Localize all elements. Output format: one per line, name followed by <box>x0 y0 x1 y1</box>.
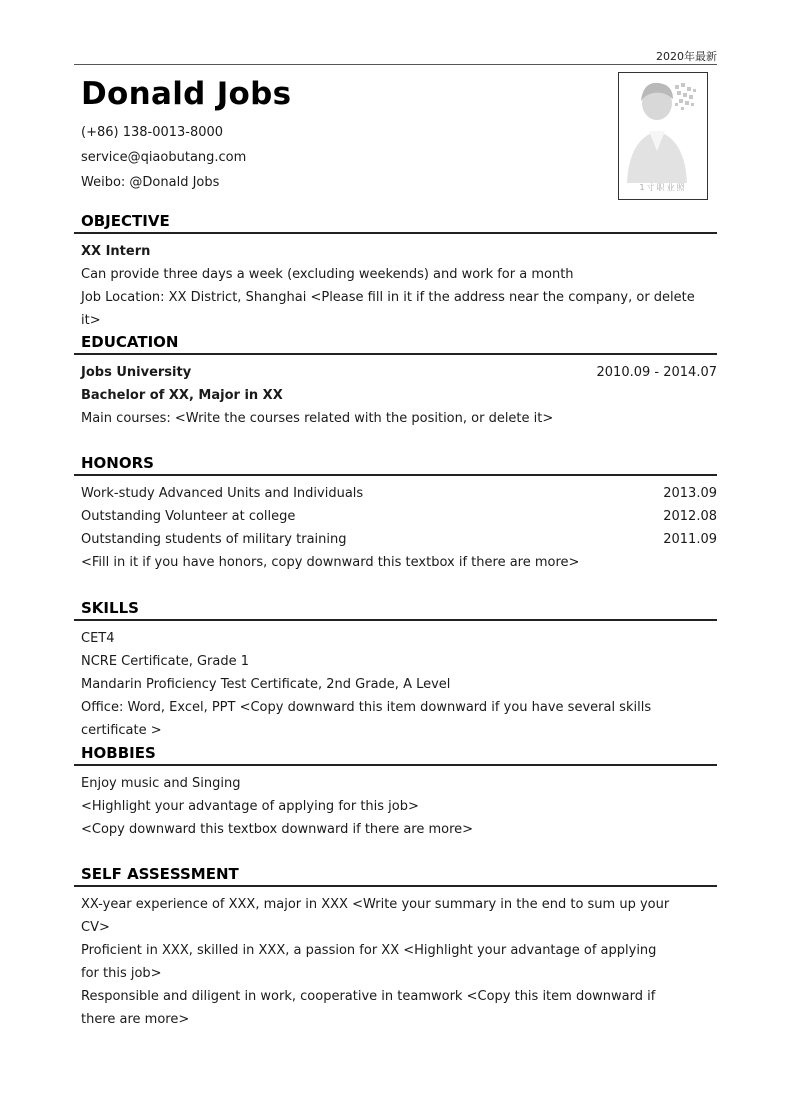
hobbies-section <box>74 742 717 841</box>
section-title: HONORS <box>74 452 717 476</box>
list-item: CET4 <box>81 631 115 646</box>
honors-note: <Fill in it if you have honors, copy downward this textbox if there are more> <box>81 555 580 570</box>
honor-date: 2011.09 <box>663 532 717 547</box>
honor-name: Outstanding Volunteer at college <box>81 509 296 524</box>
header-divider <box>74 64 717 65</box>
education-section <box>74 331 717 430</box>
list-item: Enjoy music and Singing <box>81 776 241 791</box>
degree: Bachelor of XX, Major in XX <box>81 388 283 403</box>
section-title: SELF ASSESSMENT <box>74 863 717 887</box>
section-title: EDUCATION <box>74 331 717 355</box>
list-item: Mandarin Proficiency Test Certificate, 2nd Grade, A Level <box>81 677 451 692</box>
weibo-handle: Weibo: @Donald Jobs <box>81 175 220 190</box>
section-title: OBJECTIVE <box>74 210 717 234</box>
objective-section <box>74 210 717 332</box>
honor-date: 2013.09 <box>663 486 717 501</box>
honor-name: Work-study Advanced Units and Individuals <box>81 486 364 501</box>
school-name: Jobs University <box>81 365 192 380</box>
email-address: service@qiaobutang.com <box>81 150 247 165</box>
version-label: 2020年最新 <box>656 50 717 63</box>
objective-location: Job Location: XX District, Shanghai <Please fill in it if the address near the company, or delete it> <box>81 290 695 328</box>
photo-caption: 1寸职业照 <box>639 183 687 192</box>
section-title: HOBBIES <box>74 742 717 766</box>
person-silhouette-icon <box>619 73 707 199</box>
honor-date: 2012.08 <box>663 509 717 524</box>
skills-section <box>74 597 717 742</box>
list-item: <Highlight your advantage of applying for this job> <box>81 799 419 814</box>
main-courses: Main courses: <Write the courses related with the position, or delete it> <box>81 411 554 426</box>
profile-photo <box>618 72 708 200</box>
candidate-name: Donald Jobs <box>81 76 292 112</box>
list-item: NCRE Certificate, Grade 1 <box>81 654 250 669</box>
contact-block <box>81 124 246 199</box>
honors-section <box>74 452 717 574</box>
list-item <box>81 528 717 551</box>
list-item: XX-year experience of XXX, major in XXX <Write your summary in the end to sum up your CV> <box>81 897 670 935</box>
list-item: Responsible and diligent in work, cooperative in teamwork <Copy this item downward if there are more> <box>81 989 656 1027</box>
self-assessment-section <box>74 863 717 1031</box>
objective-availability: Can provide three days a week (excluding weekends) and work for a month <box>81 267 574 282</box>
list-item: Office: Word, Excel, PPT <Copy downward this item downward if you have several skills certificate > <box>81 700 652 738</box>
list-item: <Copy downward this textbox downward if there are more> <box>81 822 474 837</box>
education-dates: 2010.09 - 2014.07 <box>596 365 717 380</box>
list-item <box>81 482 717 505</box>
section-title: SKILLS <box>74 597 717 621</box>
phone-number: (+86) 138-0013-8000 <box>81 125 224 140</box>
objective-role: XX Intern <box>81 244 151 259</box>
list-item: Proficient in XXX, skilled in XXX, a passion for XX <Highlight your advantage of applying for this job> <box>81 943 657 981</box>
list-item <box>81 505 717 528</box>
honor-name: Outstanding students of military training <box>81 532 347 547</box>
